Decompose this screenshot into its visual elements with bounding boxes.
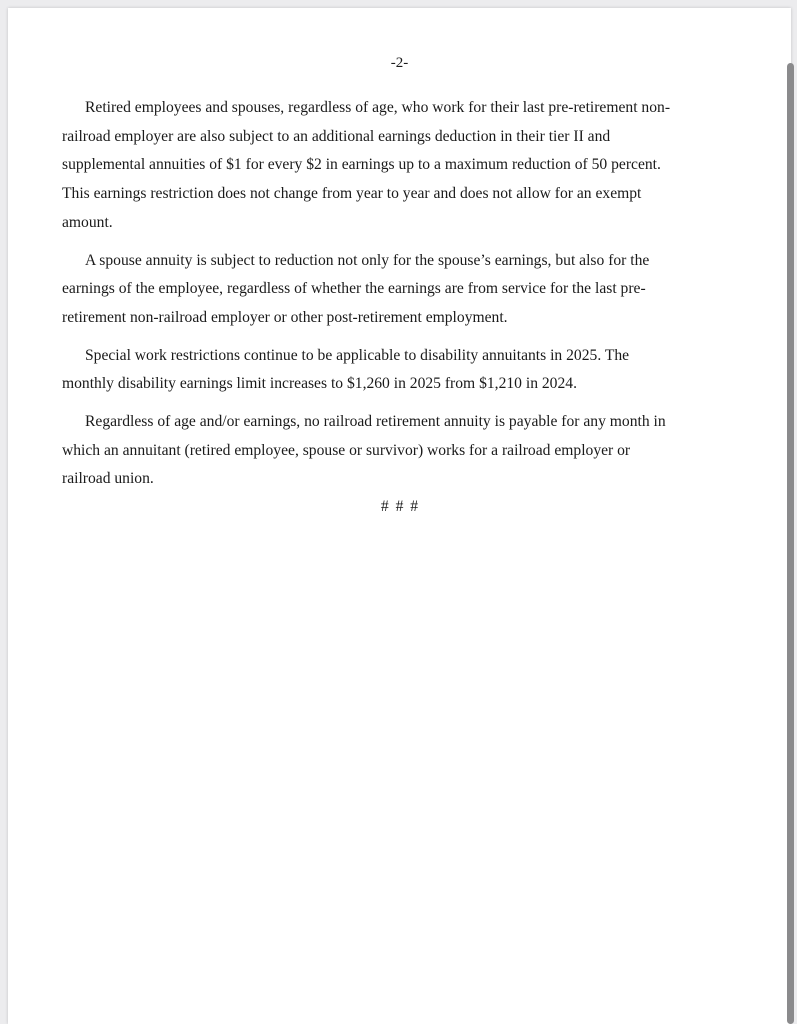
paragraph-line: earnings of the employee, regardless of whether the earnings are from service for the last pre- — [62, 280, 646, 298]
page-body — [62, 94, 727, 503]
paragraph-line: Special work restrictions continue to be applicable to disability annuitants in 2025. The — [85, 346, 630, 364]
paragraph-line: railroad employer are also subject to an additional earnings deduction in their tier II and — [62, 127, 611, 145]
paragraph-line: A spouse annuity is subject to reduction not only for the spouse’s earnings, but also for the — [85, 251, 650, 269]
vertical-scrollbar[interactable] — [783, 0, 797, 1024]
paragraph-line: amount. — [62, 213, 113, 231]
paragraph-spouse-annuity — [62, 247, 727, 333]
paragraph-earnings-deduction — [62, 94, 727, 238]
document-page — [8, 8, 791, 1024]
paragraph-railroad-employment — [62, 408, 727, 494]
paragraph-line: which an annuitant (retired employee, spouse or survivor) works for a railroad employer or — [62, 441, 631, 459]
paragraph-line: Retired employees and spouses, regardless of age, who work for their last pre-retirement non- — [85, 99, 671, 116]
paragraph-line: Regardless of age and/or earnings, no railroad retirement annuity is payable for any month in — [85, 413, 666, 431]
paragraph-line: supplemental annuities of $1 for every $2 in earnings up to a maximum reduction of 50 percent. — [62, 156, 661, 174]
paragraph-line: This earnings restriction does not change from year to year and does not allow for an exempt — [62, 185, 642, 203]
page-number: -2- — [390, 55, 409, 71]
paragraph-disability-restrictions — [62, 342, 727, 399]
end-of-release-mark: # # # — [380, 498, 419, 515]
paragraph-line: retirement non-railroad employer or other post-retirement employment. — [62, 308, 508, 326]
paragraph-line: monthly disability earnings limit increases to $1,260 in 2025 from $1,210 in 2024. — [62, 375, 577, 393]
scrollbar-thumb[interactable] — [787, 63, 794, 1024]
paragraph-line: railroad union. — [62, 470, 154, 488]
